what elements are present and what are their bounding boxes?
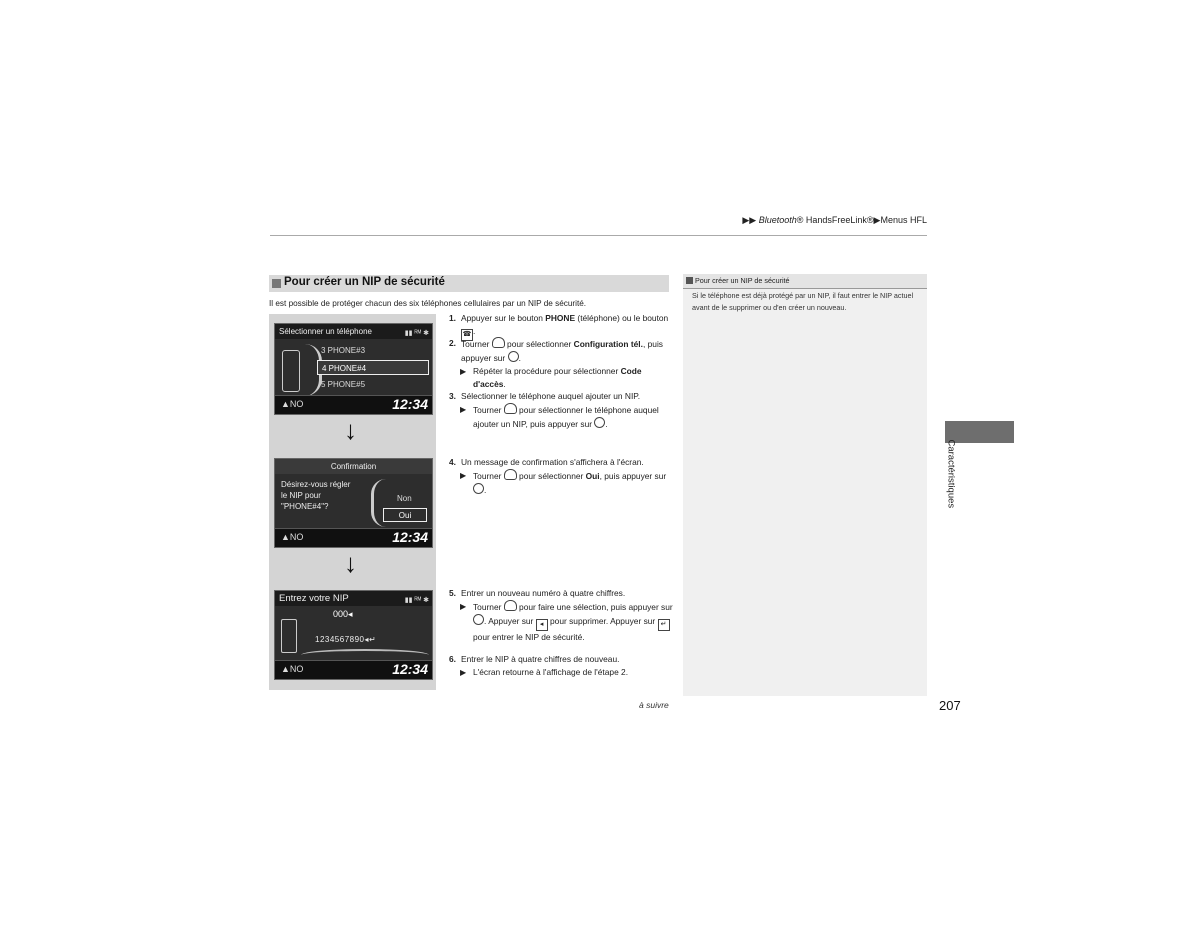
- bullet-triangle-icon: ▶: [460, 668, 467, 677]
- section-intro: Il est possible de protéger chacun des six téléphones cellulaires par un NIP de sécurité.: [269, 299, 587, 308]
- continued-label: à suivre: [639, 700, 669, 710]
- step-3: 3. Sélectionner le téléphone auquel ajouter un NIP. ▶ Tourner pour sélectionner le téléphone auquel ajouter un NIP, puis appuyer sur .: [449, 390, 674, 431]
- breadcrumb-sep: ▶: [873, 215, 881, 225]
- down-arrow-icon: ↓: [344, 415, 357, 445]
- screen2-title: Confirmation: [275, 459, 432, 474]
- page-number: 207: [939, 698, 961, 713]
- section-title-bar: [269, 275, 669, 292]
- bullet-triangle-icon: ▶: [460, 367, 467, 376]
- option-oui-selected: Oui: [383, 508, 427, 522]
- step-2: 2. Tourner pour sélectionner Configuration tél., puis appuyer sur . ▶ Répéter la procédure pour sélectionner Code d'accès.: [449, 337, 674, 391]
- breadcrumb-bluetooth: Bluetooth: [758, 215, 797, 225]
- screen2-clock: 12:34: [392, 529, 428, 545]
- screen3-bottom-bar: [275, 660, 432, 679]
- phone-button-icon: ☎: [461, 329, 473, 341]
- breadcrumb-reg: ®: [796, 215, 804, 225]
- push-knob-icon: [594, 417, 605, 428]
- down-arrow-icon: ↓: [344, 548, 357, 578]
- screen1-status-icons: ▮▮ ᴿᴹ ✱: [404, 330, 429, 337]
- step-5-sub: ▶ Tourner pour faire une sélection, puis appuyer sur . Appuyer sur ◂ pour supprimer. Appuyer sur ↵ pour entrer le NIP de sécurité.: [460, 602, 673, 642]
- selector-knob-icon: [492, 337, 505, 348]
- side-note-body: Si le téléphone est déjà protégé par un NIP, il faut entrer le NIP actuel avant de le supprimer ou d'en créer un nouveau.: [692, 291, 914, 312]
- enter-icon: ↵: [658, 619, 670, 631]
- phone-lock-icon: [281, 619, 297, 653]
- breadcrumb-hfl: HandsFreeLink®: [803, 215, 874, 225]
- section-title: Pour créer un NIP de sécurité: [284, 276, 445, 288]
- option-non: Non: [397, 494, 412, 503]
- step-5: 5. Entrer un nouveau numéro à quatre chiffres. ▶ Tourner pour faire une sélection, puis appuyer sur . Appuyer sur ◂ pour supprimer. Appuyer sur ↵ pour entrer le NIP de sécurité.: [449, 588, 673, 642]
- screen-confirmation: [274, 458, 433, 548]
- screen2-bottom-bar: [275, 528, 432, 547]
- push-knob-icon: [508, 351, 519, 362]
- side-note-title: Pour créer un NIP de sécurité: [683, 274, 927, 289]
- note-icon: [686, 277, 693, 284]
- selector-knob-icon: [504, 403, 517, 414]
- screen2-no: ▲NO: [281, 532, 304, 542]
- screen1-no: ▲NO: [281, 399, 304, 409]
- step-6-sub: ▶ L'écran retourne à l'affichage de l'étape 2.: [460, 667, 629, 677]
- step-6: 6. Entrer le NIP à quatre chiffres de nouveau. ▶ L'écran retourne à l'affichage de l'étape 2.: [449, 653, 674, 679]
- screen-select-phone: [274, 323, 433, 415]
- selector-knob-icon: [504, 600, 517, 611]
- backspace-icon: ◂: [536, 619, 548, 631]
- selector-knob-icon: [504, 469, 517, 480]
- chapter-tab-label: Caractéristiques: [945, 439, 957, 509]
- pin-entry-value: 000◂: [333, 609, 353, 619]
- bullet-triangle-icon: ▶: [460, 602, 467, 611]
- pin-digit-row: 1234567890◂↵: [315, 635, 377, 644]
- screen1-title: Sélectionner un téléphone ▮▮ ᴿᴹ ✱: [275, 324, 432, 339]
- screen1-clock: 12:34: [392, 396, 428, 412]
- screen2-question: Désirez-vous régler le NIP pour "PHONE#4"?: [281, 480, 351, 511]
- screen3-title: Entrez votre NIP ▮▮ ᴿᴹ ✱: [275, 591, 432, 606]
- step-4: 4. Un message de confirmation s'affichera à l'écran. ▶ Tourner pour sélectionner Oui, puis appuyer sur .: [449, 456, 674, 497]
- side-note: [683, 274, 927, 696]
- push-knob-icon: [473, 614, 484, 625]
- screen-enter-pin: [274, 590, 433, 680]
- breadcrumb-arrows: ▶▶: [742, 215, 757, 225]
- screen1-bottom-bar: [275, 395, 432, 414]
- step-4-sub: ▶ Tourner pour sélectionner Oui, puis appuyer sur .: [460, 471, 667, 495]
- phone-row-3: 3 PHONE#3: [321, 346, 366, 355]
- bullet-triangle-icon: ▶: [460, 471, 467, 480]
- phone-icon: [282, 350, 300, 392]
- phone-row-4-selected: 4 PHONE#4: [317, 360, 429, 375]
- step-3-sub: ▶ Tourner pour sélectionner le téléphone auquel ajouter un NIP, puis appuyer sur .: [460, 405, 659, 429]
- phone-row-5: 5 PHONE#5: [321, 380, 366, 389]
- step-2-sub: ▶ Répéter la procédure pour sélectionner Code d'accès.: [460, 366, 642, 389]
- screen3-no: ▲NO: [281, 664, 304, 674]
- step-1: 1. Appuyer sur le bouton PHONE (téléphone) ou le bouton ☎ .: [449, 312, 674, 341]
- section-square-icon: [272, 279, 281, 288]
- push-knob-icon: [473, 483, 484, 494]
- breadcrumb-menus: Menus HFL: [880, 215, 927, 225]
- breadcrumb: [742, 215, 927, 226]
- header-rule: [270, 235, 927, 236]
- screen3-status-icons: ▮▮ ᴿᴹ ✱: [404, 597, 429, 604]
- bullet-triangle-icon: ▶: [460, 405, 467, 414]
- screen3-clock: 12:34: [392, 661, 428, 677]
